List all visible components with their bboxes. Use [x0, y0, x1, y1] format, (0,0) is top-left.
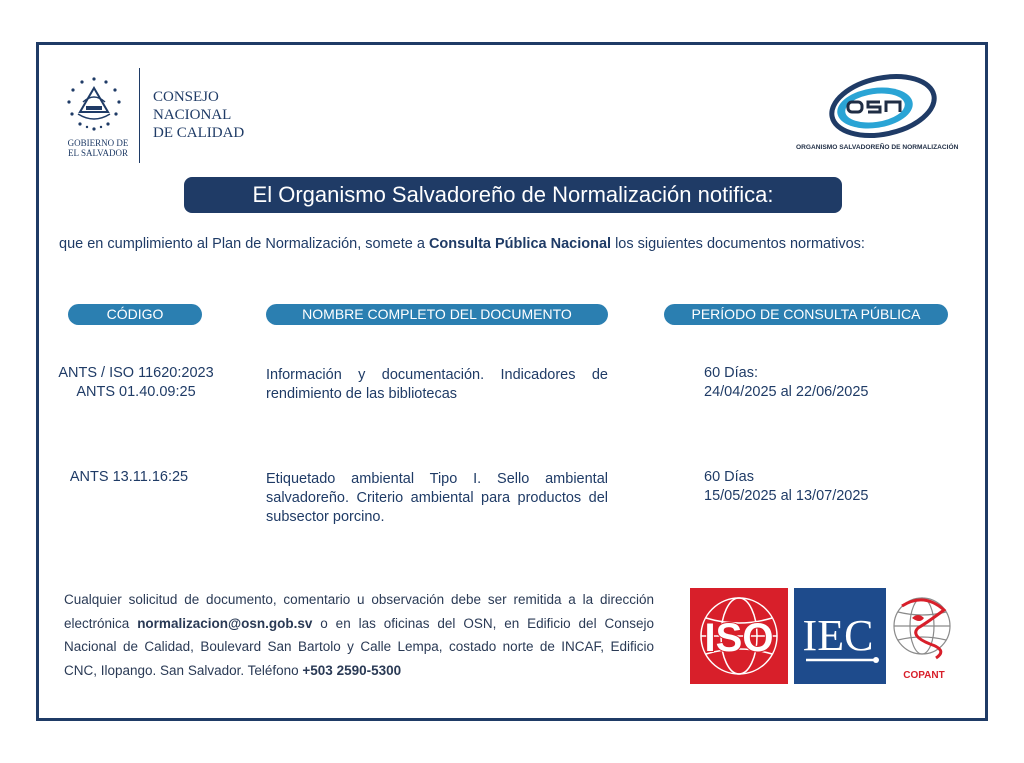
- cnc-line3: DE CALIDAD: [153, 125, 245, 141]
- contact-email[interactable]: normalizacion@osn.gob.sv: [137, 615, 313, 631]
- government-seal-icon: [62, 74, 126, 136]
- intro-paragraph: [59, 235, 966, 253]
- iso-logo-icon: [690, 588, 788, 684]
- period-duration: 60 Días:: [704, 365, 758, 381]
- column-header-name: NOMBRE COMPLETO DEL DOCUMENTO: [266, 304, 608, 325]
- cnc-name: [153, 88, 244, 142]
- contact-paragraph: [64, 588, 654, 682]
- document-name: Información y documentación. Indicadores de rendimiento de las bibliotecas: [266, 367, 608, 402]
- iec-logo-icon: [794, 588, 886, 684]
- consultation-period: [704, 468, 934, 506]
- copant-label: COPANT: [903, 670, 945, 681]
- government-label: [58, 138, 138, 158]
- contact-text-middle: o en las oficinas del OSN, en Edificio del Consejo Nacional de Calidad, Boulevard San Bartolo y Calle Lempa, costado norte de INCAF, Edificio CNC, Ilopango. San Salvador. Teléfono: [64, 615, 654, 678]
- period-dates: 15/05/2025 al 13/07/2025: [704, 488, 869, 504]
- osn-logo-icon: [825, 68, 940, 140]
- gov-label-line1: GOBIERNO DE: [67, 138, 129, 148]
- intro-highlight: Consulta Pública Nacional: [428, 236, 612, 252]
- intro-text-end: los siguientes documentos normativos:: [611, 236, 865, 252]
- document-code-line: ANTS 13.11.16:25: [69, 469, 189, 485]
- document-code-line: ANTS 01.40.09:25: [76, 384, 196, 400]
- consultation-period: [704, 364, 934, 402]
- contact-phone: +503 2590-5300: [302, 662, 402, 678]
- document-name: Etiquetado ambiental Tipo I. Sello ambiental salvadoreño. Criterio ambiental para productos del subsector porcino.: [266, 471, 608, 525]
- cnc-line2: NACIONAL: [153, 107, 232, 123]
- document-code: [40, 468, 218, 487]
- osn-caption: ORGANISMO SALVADOREÑO DE NORMALIZACIÓN: [796, 144, 959, 151]
- intro-text-start: que en cumplimiento al Plan de Normalización, somete a: [59, 236, 429, 252]
- column-header-code: CÓDIGO: [68, 304, 202, 325]
- gov-label-line2: EL SALVADOR: [68, 148, 128, 158]
- period-duration: 60 Días: [704, 469, 754, 485]
- iec-logo-text: IEC: [802, 611, 874, 660]
- column-header-period: PERÍODO DE CONSULTA PÚBLICA: [664, 304, 948, 325]
- document-code: [40, 364, 232, 402]
- iso-logo-text: ISO: [704, 616, 774, 660]
- header-divider: [139, 68, 140, 163]
- notification-banner: El Organismo Salvadoreño de Normalización notifica:: [184, 177, 842, 213]
- period-dates: 24/04/2025 al 22/06/2025: [704, 384, 869, 400]
- contact-text-start: Cualquier solicitud de documento, comentario u observación debe ser remitida a la dirección electrónica: [64, 592, 654, 631]
- cnc-line1: CONSEJO: [153, 89, 219, 105]
- document-code-line: ANTS / ISO 11620:2023: [58, 365, 214, 381]
